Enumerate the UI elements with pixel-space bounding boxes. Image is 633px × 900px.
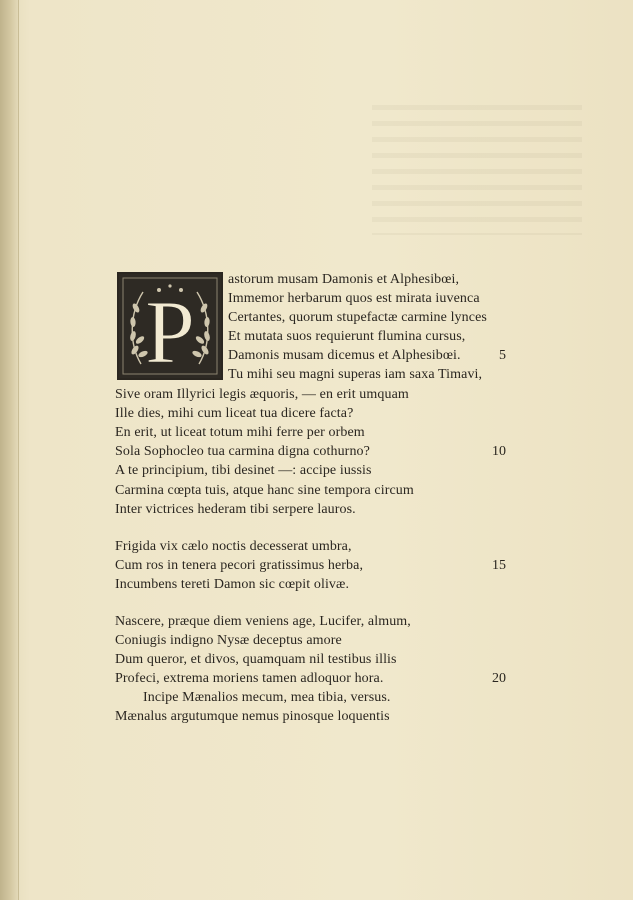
poem-line: Sive oram Illyrici legis æquoris, — en erit umquam [115, 387, 409, 402]
poem-line: Coniugis indigno Nysæ deceptus amore [115, 633, 342, 648]
bleed-through-text [372, 105, 582, 235]
poem-line: Tu mihi seu magni superas iam saxa Timavi, [228, 367, 483, 382]
poem-line: Incumbens tereti Damon sic cœpit olivæ. [115, 577, 350, 592]
line-number: 20 [492, 671, 506, 686]
poem-line: Immemor herbarum quos est mirata iuvenca [228, 291, 480, 306]
line-number: 5 [499, 348, 506, 363]
poem-line: Et mutata suos requierunt flumina cursus, [228, 329, 466, 344]
poem-line: A te principium, tibi desinet —: accipe iussis [115, 463, 372, 478]
poem-line: Profeci, extrema moriens tamen adloquor hora. [115, 671, 384, 686]
poem-line: astorum musam Damonis et Alphesibœi, [228, 272, 460, 287]
poem-line: Sola Sophocleo tua carmina digna cothurno? [115, 444, 370, 459]
poem-line: Dum queror, et divos, quamquam nil testibus illis [115, 652, 397, 667]
poem-line: Mænalus argutumque nemus pinosque loquentis [115, 709, 390, 724]
poem-line: En erit, ut liceat totum mihi ferre per orbem [115, 425, 365, 440]
poem-line: Inter victrices hederam tibi serpere lauros. [115, 502, 356, 517]
poem-line: Damonis musam dicemus et Alphesibœi. [228, 348, 461, 363]
page-gutter [0, 0, 19, 900]
ornamental-initial-icon [119, 274, 221, 378]
poem-line: Ille dies, mihi cum liceat tua dicere facta? [115, 406, 354, 421]
poem-line: Cum ros in tenera pecori gratissimus herba, [115, 558, 364, 573]
svg-text:P: P [144, 283, 196, 378]
poem-line: Carmina cœpta tuis, atque hanc sine tempora circum [115, 483, 414, 498]
poem-line: Frigida vix cælo noctis decesserat umbra, [115, 539, 352, 554]
drop-cap-initial [117, 272, 223, 380]
line-number: 10 [492, 444, 506, 459]
poem-line: Certantes, quorum stupefactæ carmine lynces [228, 310, 487, 325]
poem-line: Nascere, præque diem veniens age, Lucifer, almum, [115, 614, 411, 629]
line-number: 15 [492, 558, 506, 573]
poem-line: Incipe Mænalios mecum, mea tibia, versus. [143, 690, 391, 705]
